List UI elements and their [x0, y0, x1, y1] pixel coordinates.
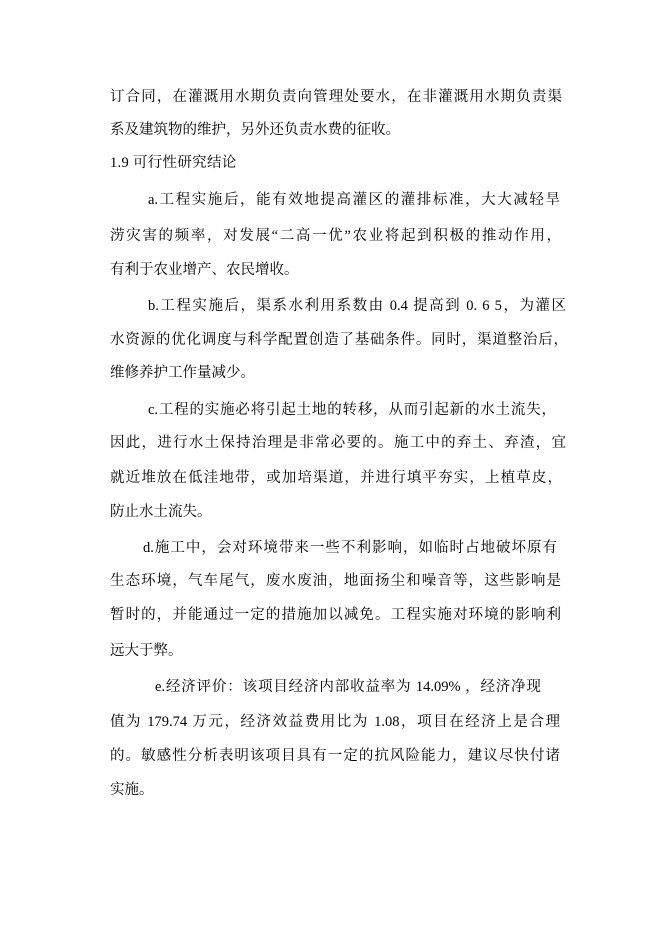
paragraph-line: 生态环境，气车尾气，废水废油，地面扬尘和噪音等，这些影响是 [110, 573, 561, 589]
paragraph-line: 系及建筑物的维护，另外还负责水费的征收。 [110, 122, 400, 138]
section-heading: 1.9 可行性研究结论 [110, 155, 237, 171]
paragraph-line: 有利于农业增产、农民增收。 [110, 262, 299, 278]
paragraph-line: 就近堆放在低洼地带，或加培渠道，并进行填平夯实，上植草皮， [110, 470, 562, 486]
paragraph-line: b.工程实施后，渠系水利用系数由 0.4 提高到 0. 6 5，为灌区 [148, 298, 566, 314]
paragraph-line: a.工程实施后，能有效地提高灌区的灌排标准，大大减轻旱 [148, 192, 560, 208]
paragraph-line: d.施工中，会对环境带来一些不利影响，如临时占地破坏原有 [143, 540, 557, 556]
paragraph-line: 的。敏感性分析表明该项目具有一定的抗风险能力，建议尽快付诸 [110, 748, 560, 764]
paragraph-line: 实施。 [110, 782, 154, 798]
paragraph-line: 订合同，在灌溉用水期负责向管理处要水，在非灌溉用水期负责渠 [110, 89, 562, 105]
paragraph-line: 值为 179.74 万元，经济效益费用比为 1.08，项目在经济上是合理 [110, 714, 560, 730]
paragraph-line: 暂时的，并能通过一定的措施加以减免。工程实施对环境的影响利 [110, 607, 561, 623]
paragraph-line: 因此，进行水土保持治理是非常必要的。施工中的弃土、弃渣，宜 [110, 435, 566, 451]
paragraph-line: 维修养护工作量减少。 [110, 365, 255, 381]
paragraph-line: 远大于弊。 [110, 643, 183, 659]
paragraph-line: 水资源的优化调度与科学配置创造了基础条件。同时，渠道整治后， [110, 332, 568, 348]
paragraph-line: 涝灾害的频率，对发展“二高一优”农业将起到积极的推动作用， [110, 228, 561, 244]
paragraph-line: c.工程的实施必将引起土地的转移，从而引起新的水土流失， [148, 402, 556, 418]
paragraph-line: e.经济评价：该项目经济内部收益率为 14.09% ，经济净现 [155, 679, 541, 695]
paragraph-line: 防止水土流失。 [110, 504, 212, 520]
